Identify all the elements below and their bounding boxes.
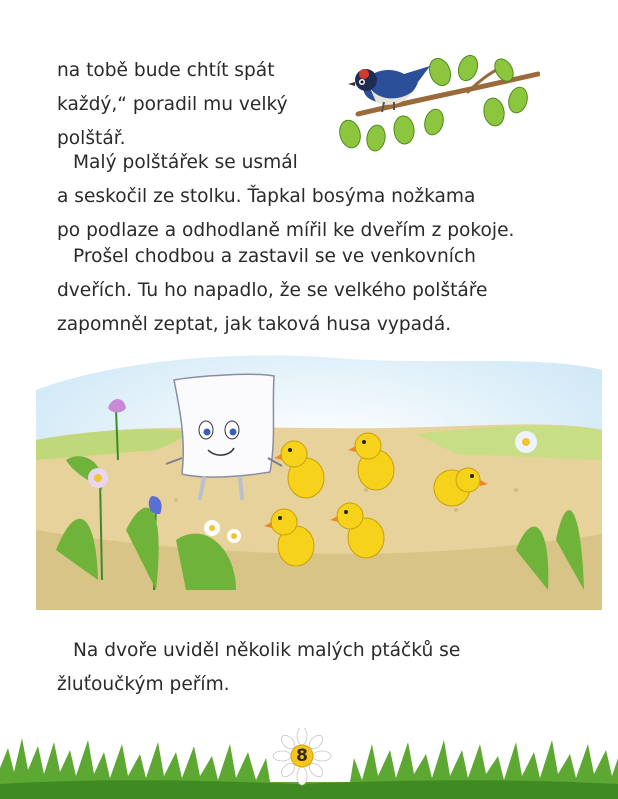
text-line: žluťoučkým peřím.: [57, 674, 230, 695]
text-line: dveřích. Tu ho napadlo, že se velkého polštáře: [57, 280, 488, 301]
paragraph-3: [57, 240, 488, 342]
paragraph-4: [57, 634, 460, 702]
pillow-and-chicks-illustration: [36, 350, 602, 620]
text-line: zapomněl zeptat, jak taková husa vypadá.: [57, 314, 452, 335]
text-line: na tobě bude chtít spát: [57, 60, 275, 81]
page-number: 8: [296, 746, 308, 766]
text-line: a seskočil ze stolku. Ťapkal bosýma nožkama: [57, 186, 476, 207]
text-line: po podlaze a odhodlaně mířil ke dveřím z pokoje.: [57, 220, 515, 241]
paragraph-2: [57, 146, 514, 248]
text-line: Na dvoře uviděl několik malých ptáčků se: [73, 640, 461, 661]
text-line: Prošel chodbou a zastavil se ve venkovních: [73, 246, 476, 267]
bird-on-branch-illustration: [318, 52, 540, 152]
text-line: Malý polštářek se usmál: [73, 152, 298, 173]
text-line: každý,“ poradil mu velký: [57, 94, 288, 115]
text-line: polštář.: [57, 128, 126, 149]
paragraph-1: [57, 54, 288, 156]
